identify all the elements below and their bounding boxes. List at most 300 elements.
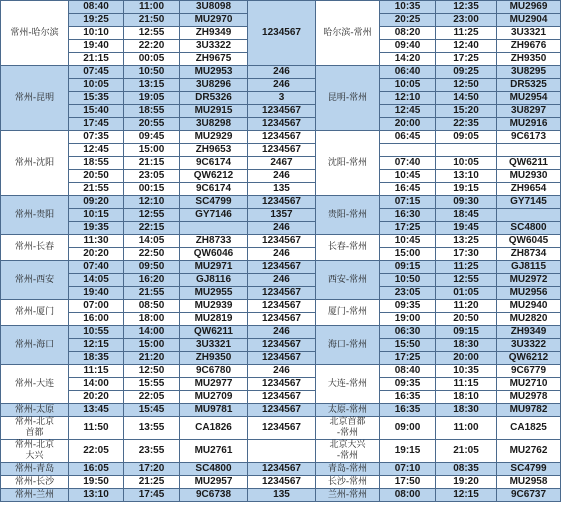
flight-number: ZH8733 bbox=[180, 235, 248, 248]
arrival-time: 18:00 bbox=[124, 313, 180, 326]
route-outbound: 常州-哈尔滨 bbox=[1, 1, 69, 66]
flight-number: 3U3322 bbox=[497, 339, 561, 352]
departure-time: 10:10 bbox=[69, 27, 124, 40]
table-row bbox=[1, 339, 561, 352]
departure-time: 16:35 bbox=[380, 391, 436, 404]
departure-time: 08:40 bbox=[380, 365, 436, 378]
arrival-time: 21:20 bbox=[124, 352, 180, 365]
arrival-time: 19:05 bbox=[124, 92, 180, 105]
flight-number: SC4800 bbox=[180, 463, 248, 476]
operating-days: 1234567 bbox=[248, 378, 316, 391]
table-row bbox=[1, 144, 561, 157]
operating-days: 1234567 bbox=[248, 118, 316, 131]
flight-number: SC4800 bbox=[497, 222, 561, 235]
departure-time: 21:15 bbox=[69, 53, 124, 66]
flight-number: MU2940 bbox=[497, 300, 561, 313]
arrival-time: 15:00 bbox=[124, 144, 180, 157]
arrival-time: 11:15 bbox=[436, 378, 497, 391]
flight-number: GJ8115 bbox=[497, 261, 561, 274]
flight-number: MU2969 bbox=[497, 1, 561, 14]
operating-days: 135 bbox=[248, 183, 316, 196]
flight-number: ZH9675 bbox=[180, 53, 248, 66]
arrival-time: 13:10 bbox=[436, 170, 497, 183]
table-row bbox=[1, 92, 561, 105]
departure-time: 19:35 bbox=[69, 222, 124, 235]
flight-number: MU2972 bbox=[497, 274, 561, 287]
arrival-time: 09:45 bbox=[124, 131, 180, 144]
route-outbound: 常州-长春 bbox=[1, 235, 69, 261]
arrival-time: 18:30 bbox=[436, 339, 497, 352]
operating-days: 246 bbox=[248, 274, 316, 287]
arrival-time: 12:55 bbox=[124, 209, 180, 222]
arrival-time: 13:25 bbox=[436, 235, 497, 248]
arrival-time: 22:35 bbox=[436, 118, 497, 131]
flight-number: MU2958 bbox=[497, 476, 561, 489]
flight-number: 3U8098 bbox=[180, 1, 248, 14]
table-row bbox=[1, 489, 561, 502]
departure-time: 07:45 bbox=[69, 66, 124, 79]
table-row bbox=[1, 440, 561, 463]
departure-time: 10:55 bbox=[69, 326, 124, 339]
arrival-time: 11:00 bbox=[436, 417, 497, 440]
arrival-time: 17:25 bbox=[436, 53, 497, 66]
route-return: 长沙-常州 bbox=[316, 476, 380, 489]
arrival-time: 12:50 bbox=[436, 79, 497, 92]
arrival-time: 12:55 bbox=[124, 27, 180, 40]
departure-time: 12:45 bbox=[69, 144, 124, 157]
operating-days: 1234567 bbox=[248, 463, 316, 476]
arrival-time: 21:50 bbox=[124, 14, 180, 27]
arrival-time: 22:15 bbox=[124, 222, 180, 235]
departure-time: 13:45 bbox=[69, 404, 124, 417]
departure-time: 10:05 bbox=[380, 79, 436, 92]
table-row bbox=[1, 404, 561, 417]
departure-time: 08:20 bbox=[380, 27, 436, 40]
flight-number: QW6045 bbox=[497, 235, 561, 248]
departure-time: 19:15 bbox=[380, 440, 436, 463]
arrival-time: 12:50 bbox=[124, 365, 180, 378]
operating-days: 1234567 bbox=[248, 404, 316, 417]
departure-time: 07:40 bbox=[69, 261, 124, 274]
operating-days: 1234567 bbox=[248, 313, 316, 326]
flight-number: MU9781 bbox=[180, 404, 248, 417]
table-row bbox=[1, 248, 561, 261]
flight-number: QW6211 bbox=[180, 326, 248, 339]
flight-number: 9C6737 bbox=[497, 489, 561, 502]
table-row bbox=[1, 1, 561, 14]
arrival-time: 20:55 bbox=[124, 118, 180, 131]
arrival-time: 12:15 bbox=[436, 489, 497, 502]
operating-days: 2467 bbox=[248, 157, 316, 170]
departure-time: 17:25 bbox=[380, 352, 436, 365]
route-outbound: 常州-北京 大兴 bbox=[1, 440, 69, 463]
departure-time: 20:00 bbox=[380, 118, 436, 131]
operating-days: 246 bbox=[248, 326, 316, 339]
arrival-time: 10:05 bbox=[436, 157, 497, 170]
table-row bbox=[1, 261, 561, 274]
operating-days: 1234567 bbox=[248, 476, 316, 489]
table-row bbox=[1, 417, 561, 440]
arrival-time: 12:55 bbox=[436, 274, 497, 287]
flight-number: MU2955 bbox=[180, 287, 248, 300]
flight-number: 3U3321 bbox=[180, 339, 248, 352]
route-return: 沈阳-常州 bbox=[316, 131, 380, 196]
route-outbound: 常州-长沙 bbox=[1, 476, 69, 489]
flight-number: MU2956 bbox=[497, 287, 561, 300]
flight-number: ZH9349 bbox=[180, 27, 248, 40]
arrival-time: 16:20 bbox=[124, 274, 180, 287]
arrival-time: 11:20 bbox=[436, 300, 497, 313]
table-row bbox=[1, 352, 561, 365]
departure-time: 10:35 bbox=[380, 1, 436, 14]
arrival-time: 12:10 bbox=[124, 196, 180, 209]
departure-time: 06:45 bbox=[380, 131, 436, 144]
departure-time: 07:40 bbox=[380, 157, 436, 170]
table-row bbox=[1, 300, 561, 313]
route-return: 昆明-常州 bbox=[316, 66, 380, 131]
table-row bbox=[1, 105, 561, 118]
arrival-time: 11:25 bbox=[436, 261, 497, 274]
arrival-time: 09:50 bbox=[124, 261, 180, 274]
departure-time: 16:35 bbox=[380, 404, 436, 417]
route-outbound: 常州-贵阳 bbox=[1, 196, 69, 235]
flight-number: MU2819 bbox=[180, 313, 248, 326]
departure-time: 11:30 bbox=[69, 235, 124, 248]
arrival-time: 15:45 bbox=[124, 404, 180, 417]
schedule-body bbox=[1, 1, 561, 502]
route-return: 海口-常州 bbox=[316, 326, 380, 365]
table-row bbox=[1, 326, 561, 339]
departure-time: 17:25 bbox=[380, 222, 436, 235]
table-row bbox=[1, 391, 561, 404]
table-row bbox=[1, 66, 561, 79]
operating-days: 1234567 bbox=[248, 391, 316, 404]
arrival-time: 19:45 bbox=[436, 222, 497, 235]
operating-days: 246 bbox=[248, 66, 316, 79]
flight-number: CA1825 bbox=[497, 417, 561, 440]
operating-days: 1234567 bbox=[248, 131, 316, 144]
arrival-time bbox=[436, 144, 497, 157]
operating-days: 1234567 bbox=[248, 339, 316, 352]
flight-number: ZH8734 bbox=[497, 248, 561, 261]
arrival-time: 18:55 bbox=[124, 105, 180, 118]
operating-days: 1234567 bbox=[248, 287, 316, 300]
arrival-time: 13:55 bbox=[124, 417, 180, 440]
arrival-time: 18:30 bbox=[436, 404, 497, 417]
table-row bbox=[1, 476, 561, 489]
table-row bbox=[1, 235, 561, 248]
operating-days: 1234567 bbox=[248, 196, 316, 209]
departure-time: 19:25 bbox=[69, 14, 124, 27]
flight-number: ZH9653 bbox=[180, 144, 248, 157]
route-outbound: 常州-海口 bbox=[1, 326, 69, 365]
flight-number: QW6046 bbox=[180, 248, 248, 261]
arrival-time: 00:15 bbox=[124, 183, 180, 196]
flight-number: QW6212 bbox=[180, 170, 248, 183]
flight-number: MU2977 bbox=[180, 378, 248, 391]
departure-time: 06:40 bbox=[380, 66, 436, 79]
arrival-time: 18:10 bbox=[436, 391, 497, 404]
arrival-time: 20:50 bbox=[436, 313, 497, 326]
flight-number: MU2953 bbox=[180, 66, 248, 79]
flight-number: GY7146 bbox=[180, 209, 248, 222]
arrival-time: 19:15 bbox=[436, 183, 497, 196]
departure-time: 19:40 bbox=[69, 40, 124, 53]
departure-time: 08:40 bbox=[69, 1, 124, 14]
table-row bbox=[1, 463, 561, 476]
route-return: 西安-常州 bbox=[316, 261, 380, 300]
arrival-time: 18:45 bbox=[436, 209, 497, 222]
arrival-time: 23:00 bbox=[436, 14, 497, 27]
route-return: 兰州-常州 bbox=[316, 489, 380, 502]
departure-time: 18:35 bbox=[69, 352, 124, 365]
departure-time: 07:00 bbox=[69, 300, 124, 313]
flight-number: 9C6174 bbox=[180, 157, 248, 170]
operating-days: 1234567 bbox=[248, 417, 316, 440]
arrival-time: 21:55 bbox=[124, 287, 180, 300]
departure-time: 14:05 bbox=[69, 274, 124, 287]
flight-number: QW6211 bbox=[497, 157, 561, 170]
route-outbound: 常州-太原 bbox=[1, 404, 69, 417]
arrival-time: 17:45 bbox=[124, 489, 180, 502]
flight-number: 3U8297 bbox=[497, 105, 561, 118]
flight-number: 3U8296 bbox=[180, 79, 248, 92]
flight-number: MU2761 bbox=[180, 440, 248, 463]
flight-number: GJ8116 bbox=[180, 274, 248, 287]
flight-number bbox=[497, 144, 561, 157]
arrival-time: 09:05 bbox=[436, 131, 497, 144]
arrival-time: 17:20 bbox=[124, 463, 180, 476]
flight-number: 9C6738 bbox=[180, 489, 248, 502]
arrival-time: 14:05 bbox=[124, 235, 180, 248]
departure-time: 23:05 bbox=[380, 287, 436, 300]
departure-time: 10:15 bbox=[69, 209, 124, 222]
departure-time: 12:45 bbox=[380, 105, 436, 118]
arrival-time: 21:05 bbox=[436, 440, 497, 463]
flight-number bbox=[497, 209, 561, 222]
table-row bbox=[1, 365, 561, 378]
arrival-time: 19:20 bbox=[436, 476, 497, 489]
flight-number: ZH9349 bbox=[497, 326, 561, 339]
departure-time: 13:10 bbox=[69, 489, 124, 502]
flight-number: 3U3321 bbox=[497, 27, 561, 40]
departure-time: 15:50 bbox=[380, 339, 436, 352]
departure-time: 20:20 bbox=[69, 391, 124, 404]
departure-time: 10:05 bbox=[69, 79, 124, 92]
flight-number: MU9782 bbox=[497, 404, 561, 417]
arrival-time: 10:50 bbox=[124, 66, 180, 79]
departure-time: 16:30 bbox=[380, 209, 436, 222]
arrival-time: 22:05 bbox=[124, 391, 180, 404]
departure-time: 10:50 bbox=[380, 274, 436, 287]
arrival-time: 22:50 bbox=[124, 248, 180, 261]
table-row bbox=[1, 131, 561, 144]
route-return: 北京大兴 -常州 bbox=[316, 440, 380, 463]
flight-number: MU2954 bbox=[497, 92, 561, 105]
arrival-time: 20:00 bbox=[436, 352, 497, 365]
departure-time: 15:40 bbox=[69, 105, 124, 118]
route-outbound: 常州-昆明 bbox=[1, 66, 69, 131]
arrival-time: 08:50 bbox=[124, 300, 180, 313]
departure-time: 09:15 bbox=[380, 261, 436, 274]
table-row bbox=[1, 157, 561, 170]
departure-time: 19:50 bbox=[69, 476, 124, 489]
operating-days: 246 bbox=[248, 248, 316, 261]
arrival-time: 00:05 bbox=[124, 53, 180, 66]
arrival-time: 23:55 bbox=[124, 440, 180, 463]
flight-number: MU2929 bbox=[180, 131, 248, 144]
route-outbound: 常州-厦门 bbox=[1, 300, 69, 326]
table-row bbox=[1, 313, 561, 326]
route-return: 长春-常州 bbox=[316, 235, 380, 261]
arrival-time: 01:05 bbox=[436, 287, 497, 300]
departure-time: 12:15 bbox=[69, 339, 124, 352]
route-return: 厦门-常州 bbox=[316, 300, 380, 326]
departure-time: 10:45 bbox=[380, 170, 436, 183]
flight-number: 9C6173 bbox=[497, 131, 561, 144]
route-outbound: 常州-青岛 bbox=[1, 463, 69, 476]
departure-time: 09:35 bbox=[380, 378, 436, 391]
route-outbound: 常州-大连 bbox=[1, 365, 69, 404]
departure-time: 19:00 bbox=[380, 313, 436, 326]
operating-days: 1234567 bbox=[248, 300, 316, 313]
arrival-time: 22:20 bbox=[124, 40, 180, 53]
arrival-time: 15:20 bbox=[436, 105, 497, 118]
operating-days: 246 bbox=[248, 79, 316, 92]
arrival-time: 21:15 bbox=[124, 157, 180, 170]
departure-time bbox=[380, 144, 436, 157]
arrival-time: 17:30 bbox=[436, 248, 497, 261]
flight-number: MU2904 bbox=[497, 14, 561, 27]
table-row bbox=[1, 209, 561, 222]
arrival-time: 09:30 bbox=[436, 196, 497, 209]
arrival-time: 11:25 bbox=[436, 27, 497, 40]
table-row bbox=[1, 378, 561, 391]
route-return: 贵阳-常州 bbox=[316, 196, 380, 235]
operating-days: 246 bbox=[248, 170, 316, 183]
route-return: 太原-常州 bbox=[316, 404, 380, 417]
operating-days: 1234567 bbox=[248, 235, 316, 248]
departure-time: 20:20 bbox=[69, 248, 124, 261]
arrival-time: 13:15 bbox=[124, 79, 180, 92]
departure-time: 12:10 bbox=[380, 92, 436, 105]
departure-time: 07:10 bbox=[380, 463, 436, 476]
flight-number: ZH9350 bbox=[497, 53, 561, 66]
arrival-time: 09:15 bbox=[436, 326, 497, 339]
route-outbound: 常州-西安 bbox=[1, 261, 69, 300]
flight-number: ZH9676 bbox=[497, 40, 561, 53]
departure-time: 10:45 bbox=[380, 235, 436, 248]
flight-number: MU2939 bbox=[180, 300, 248, 313]
flight-number bbox=[180, 222, 248, 235]
departure-time: 14:00 bbox=[69, 378, 124, 391]
route-return: 哈尔滨-常州 bbox=[316, 1, 380, 66]
arrival-time: 23:05 bbox=[124, 170, 180, 183]
departure-time: 17:45 bbox=[69, 118, 124, 131]
route-outbound: 常州-兰州 bbox=[1, 489, 69, 502]
arrival-time: 11:00 bbox=[124, 1, 180, 14]
operating-days: 3 bbox=[248, 92, 316, 105]
departure-time: 09:20 bbox=[69, 196, 124, 209]
departure-time: 21:55 bbox=[69, 183, 124, 196]
arrival-time: 15:00 bbox=[124, 339, 180, 352]
departure-time: 09:00 bbox=[380, 417, 436, 440]
arrival-time: 12:35 bbox=[436, 1, 497, 14]
flight-number: ZH9654 bbox=[497, 183, 561, 196]
flight-number: MU2970 bbox=[180, 14, 248, 27]
departure-time: 07:35 bbox=[69, 131, 124, 144]
departure-time: 16:45 bbox=[380, 183, 436, 196]
table-row bbox=[1, 274, 561, 287]
table-row bbox=[1, 196, 561, 209]
table-row bbox=[1, 118, 561, 131]
arrival-time: 10:35 bbox=[436, 365, 497, 378]
arrival-time: 15:55 bbox=[124, 378, 180, 391]
table-row bbox=[1, 287, 561, 300]
departure-time: 06:30 bbox=[380, 326, 436, 339]
operating-days: 1234567 bbox=[248, 261, 316, 274]
flight-number: 9C6779 bbox=[497, 365, 561, 378]
table-row bbox=[1, 222, 561, 235]
departure-time: 14:20 bbox=[380, 53, 436, 66]
departure-time: 11:50 bbox=[69, 417, 124, 440]
route-return: 青岛-常州 bbox=[316, 463, 380, 476]
flight-number: SC4799 bbox=[497, 463, 561, 476]
flight-number: 3U3322 bbox=[180, 40, 248, 53]
flight-number: 3U8295 bbox=[497, 66, 561, 79]
departure-time: 15:00 bbox=[380, 248, 436, 261]
flight-number: MU2762 bbox=[497, 440, 561, 463]
operating-days: 246 bbox=[248, 365, 316, 378]
flight-number: MU2820 bbox=[497, 313, 561, 326]
operating-days: 1357 bbox=[248, 209, 316, 222]
departure-time: 20:25 bbox=[380, 14, 436, 27]
arrival-time: 12:40 bbox=[436, 40, 497, 53]
table-row bbox=[1, 183, 561, 196]
flight-number: 9C6780 bbox=[180, 365, 248, 378]
flight-number: QW6212 bbox=[497, 352, 561, 365]
flight-number: MU2930 bbox=[497, 170, 561, 183]
arrival-time: 14:50 bbox=[436, 92, 497, 105]
operating-days: 1234567 bbox=[248, 144, 316, 157]
departure-time: 09:35 bbox=[380, 300, 436, 313]
flight-number: 9C6174 bbox=[180, 183, 248, 196]
departure-time: 16:05 bbox=[69, 463, 124, 476]
departure-time: 22:05 bbox=[69, 440, 124, 463]
flight-number: MU2916 bbox=[497, 118, 561, 131]
departure-time: 07:15 bbox=[380, 196, 436, 209]
departure-time: 19:40 bbox=[69, 287, 124, 300]
route-outbound: 常州-沈阳 bbox=[1, 131, 69, 196]
flight-number: DR5326 bbox=[180, 92, 248, 105]
flight-number: GY7145 bbox=[497, 196, 561, 209]
operating-days bbox=[248, 440, 316, 463]
operating-days: 1234567 bbox=[248, 352, 316, 365]
flight-number: SC4799 bbox=[180, 196, 248, 209]
route-outbound: 常州-北京 首都 bbox=[1, 417, 69, 440]
departure-time: 11:15 bbox=[69, 365, 124, 378]
departure-time: 09:40 bbox=[380, 40, 436, 53]
flight-number: MU2978 bbox=[497, 391, 561, 404]
flight-number: MU2957 bbox=[180, 476, 248, 489]
flight-number: MU2971 bbox=[180, 261, 248, 274]
arrival-time: 08:35 bbox=[436, 463, 497, 476]
departure-time: 17:50 bbox=[380, 476, 436, 489]
flight-number: ZH9350 bbox=[180, 352, 248, 365]
operating-days: 1234567 bbox=[248, 1, 316, 66]
departure-time: 08:00 bbox=[380, 489, 436, 502]
flight-number: 3U8298 bbox=[180, 118, 248, 131]
